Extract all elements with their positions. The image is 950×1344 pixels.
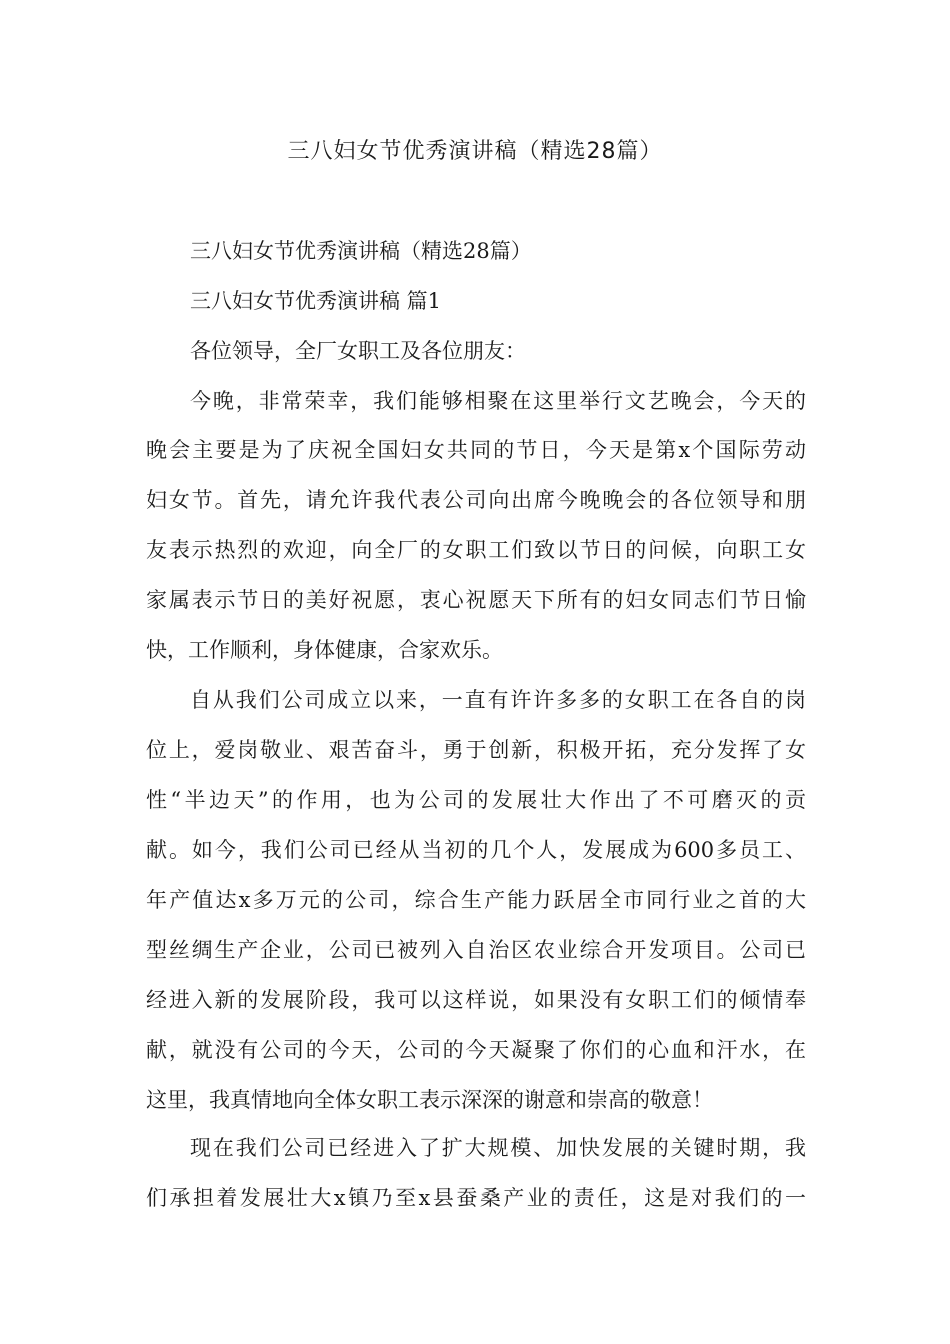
paragraph-line: 献，就没有公司的今天，公司的今天凝聚了你们的心血和汗水，在 (146, 1038, 806, 1062)
paragraph-line: 家属表示节日的美好祝愿，衷心祝愿天下所有的妇女同志们节日愉 (146, 588, 806, 612)
paragraph-line: 晚会主要是为了庆祝全国妇女共同的节日，今天是第x个国际劳动 (146, 438, 806, 462)
paragraph-line: 友表示热烈的欢迎，向全厂的女职工们致以节日的问候，向职工女 (146, 538, 806, 562)
paragraph-line: 年产值达x多万元的公司，综合生产能力跃居全市同行业之首的大 (146, 888, 806, 912)
paragraph-line: 这里，我真情地向全体女职工表示深深的谢意和崇高的敬意！ (146, 1088, 713, 1112)
section-heading: 三八妇女节优秀演讲稿 篇1 (190, 289, 442, 313)
paragraph-line: 今晚，非常荣幸，我们能够相聚在这里举行文艺晚会，今天的 (190, 389, 806, 413)
paragraph-line: 性“半边天”的作用，也为公司的发展壮大作出了不可磨灭的贡 (146, 788, 806, 812)
paragraph-line: 们承担着发展壮大x镇乃至x县蚕桑产业的责任，这是对我们的一 (146, 1186, 806, 1210)
document-title: 三八妇女节优秀演讲稿（精选28篇） (287, 139, 663, 164)
paragraph-line: 妇女节。首先，请允许我代表公司向出席今晚晚会的各位领导和朋 (146, 488, 806, 512)
salutation: 各位领导，全厂女职工及各位朋友： (190, 339, 526, 363)
subtitle-line: 三八妇女节优秀演讲稿（精选28篇） (190, 239, 532, 263)
paragraph-line: 自从我们公司成立以来，一直有许许多多的女职工在各自的岗 (190, 688, 806, 712)
paragraph-line: 现在我们公司已经进入了扩大规模、加快发展的关键时期，我 (190, 1136, 806, 1160)
paragraph-line: 位上，爱岗敬业、艰苦奋斗，勇于创新，积极开拓，充分发挥了女 (146, 738, 806, 762)
paragraph-line: 型丝绸生产企业，公司已被列入自治区农业综合开发项目。公司已 (146, 938, 806, 962)
paragraph-line: 快，工作顺利，身体健康，合家欢乐。 (146, 638, 503, 662)
paragraph-line: 经进入新的发展阶段，我可以这样说，如果没有女职工们的倾情奉 (146, 988, 806, 1012)
paragraph-line: 献。如今，我们公司已经从当初的几个人，发展成为600多员工、 (146, 838, 806, 862)
